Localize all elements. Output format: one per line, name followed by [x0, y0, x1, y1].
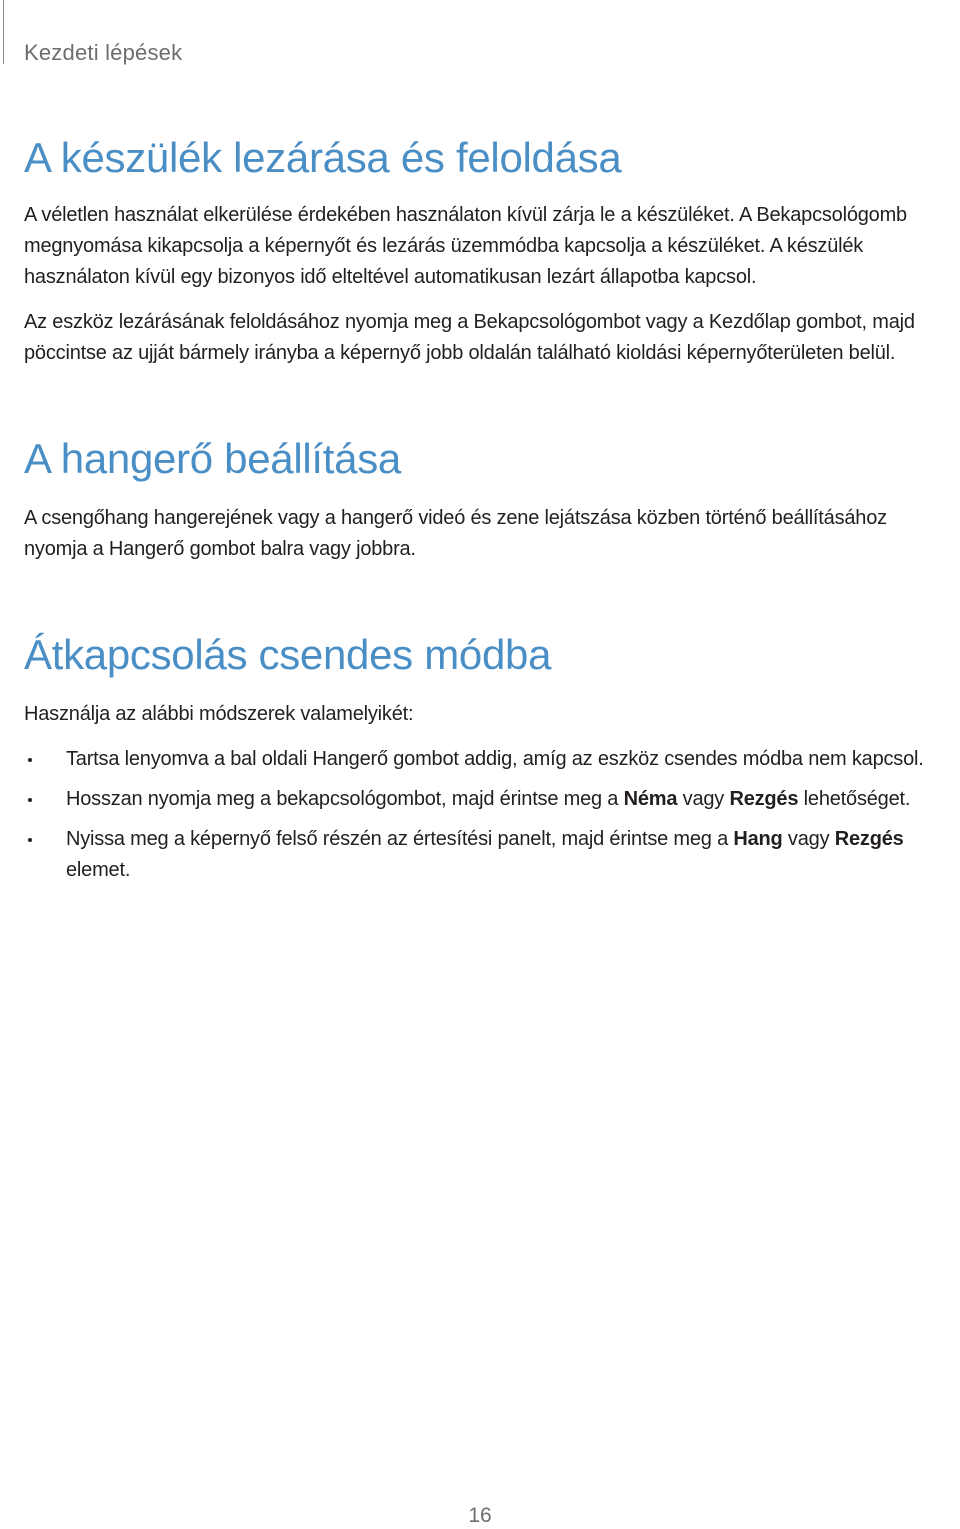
- list-item-text: elemet.: [66, 859, 131, 881]
- bullet-icon: [28, 758, 32, 762]
- list-item: [24, 824, 944, 886]
- paragraph: Az eszköz lezárásának feloldásához nyomja meg a Bekapcsológombot vagy a Kezdőlap gombot, majd pöccintse az ujját bármely irányba a képernyő jobb oldalán található kioldási képernyőterületen belül.: [24, 311, 915, 364]
- bullet-list: [24, 744, 944, 886]
- option-name: Rezgés: [834, 828, 904, 850]
- section-title-silent-mode: Átkapcsolás csendes módba: [24, 631, 552, 678]
- list-item-text: lehetőséget.: [798, 788, 911, 810]
- list-item-text: vagy: [677, 788, 730, 810]
- option-name: Néma: [623, 788, 678, 810]
- option-name: Rezgés: [729, 788, 799, 810]
- bullet-icon: [28, 798, 32, 802]
- section-title-lock: A készülék lezárása és feloldása: [24, 134, 622, 181]
- list-item: [24, 784, 944, 815]
- list-item-text: Tartsa lenyomva a bal oldali Hangerő gombot addig, amíg az eszköz csendes módba nem kapcsol.: [66, 748, 924, 770]
- page-number: 16: [468, 1504, 492, 1527]
- paragraph: A véletlen használat elkerülése érdekében használaton kívül zárja le a készüléket. A Bekapcsológomb megnyomása kikapcsolja a képernyőt és lezárás üzemmódba kapcsolja a készüléket. A készülék használaton kívül egy bizonyos idő elteltével automatikusan lezárt állapotba kapcsol.: [24, 204, 907, 288]
- list-item-text: Nyissa meg a képernyő felső részén az értesítési panelt, majd érintse meg a: [66, 828, 734, 850]
- section-title-volume: A hangerő beállítása: [24, 435, 401, 482]
- page-content: [24, 124, 944, 895]
- paragraph: Használja az alábbi módszerek valamelyikét:: [24, 703, 414, 725]
- margin-rule: [3, 0, 4, 64]
- paragraph: A csengőhang hangerejének vagy a hangerő videó és zene lejátszása közben történő beállításához nyomja a Hangerő gombot balra vagy jobbra.: [24, 507, 887, 560]
- list-item: [24, 744, 944, 775]
- running-header: Kezdeti lépések: [24, 40, 183, 65]
- bullet-icon: [28, 838, 32, 842]
- list-item-text: Hosszan nyomja meg a bekapcsológombot, majd érintse meg a: [66, 788, 624, 810]
- list-item-text: vagy: [782, 828, 835, 850]
- option-name: Hang: [733, 828, 783, 850]
